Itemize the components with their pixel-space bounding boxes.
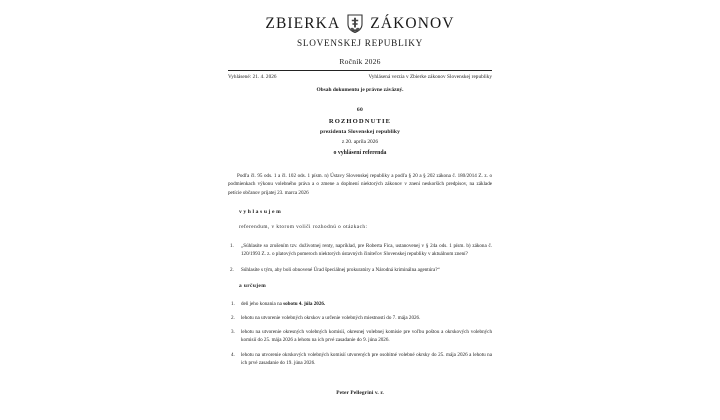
binding-note: Obsah dokumentu je právne záväzný. (316, 87, 404, 93)
list-item (228, 314, 492, 322)
referendum-questions-list (228, 242, 492, 274)
masthead (228, 0, 492, 66)
term-text: lehotu na utvorenie okrskových volebných komisií utvorených pre osobitné volebné okrsky do 25. mája 2026 a lehotu na ich prvé zasadanie do 19. júna 2026. (241, 351, 492, 366)
decision-number: 60 (356, 107, 364, 113)
gazette-title-word-right: ZÁKONOV (370, 14, 455, 32)
publication-meta (228, 74, 492, 80)
term-text: deň jeho konania na (241, 300, 284, 307)
gazette-title-word-left: ZBIERKA (265, 14, 341, 32)
version-note: Vyhlásená verzia v Zbierke zákonov Slovenskej republiky (368, 74, 492, 80)
decision-subject: o vyhlásení referenda (333, 150, 387, 156)
term-text: lehotu na utvorenie okresných volebných komisií, okresnej volebnej komisie pre voľbu poštou a okrskových volebných komisií do 25. mája 2026 a lehotu na ich prvé zasadanie do 9. júna 2026. (241, 329, 492, 344)
preamble-paragraph: Podľa čl. 95 ods. 1 a čl. 102 ods. 1 písm. n) Ústavy Slovenskej republiky a podľa § 20 a § 202 zákona č. 180/2014 Z. z. o podmienkach výkonu volebného práva a o zmene a doplnení niektorých zákonov v znení neskorších predpisov, na základe petície občanov prijatej 23. marca 2026 (228, 173, 492, 196)
question-text: Súhlasíte s tým, aby boli obnovené Úrad špeciálnej prokuratúry a Národná kriminálna agentúra?“ (241, 266, 440, 273)
slovak-coat-of-arms-icon (347, 14, 363, 33)
question-text: „Súhlasíte so zrušením tzv. doživotnej renty, napríklad, pre Roberta Fica, ustanovenej v § 24a ods. 1 písm. b) zákona č. 120/1993 Z. z. o platových pomeroch niektorých ústavných činiteľov Slovenskej republiky v aktuálnom znení? (241, 243, 492, 258)
gazette-year: Ročník 2026 (339, 57, 381, 66)
signature-line: Peter Pellegrini v. r. (336, 390, 384, 397)
masthead-divider (228, 70, 492, 71)
list-item (228, 300, 492, 308)
question-number: 2. (230, 266, 234, 273)
declare-object: referendum, v ktorom voliči rozhodnú o otázkach: (239, 223, 368, 230)
list-item (228, 351, 492, 368)
document-page (228, 0, 492, 420)
term-emphasis: sobotu 4. júla 2026. (283, 300, 326, 307)
term-text: lehotu na utvorenie volebných okrskov a určenie volebných miestností do 7. mája 2026. (241, 314, 421, 321)
decision-heading (228, 107, 492, 156)
published-date: Vyhlásené: 21. 4. 2026 (228, 74, 277, 80)
list-item (228, 266, 492, 274)
list-item (228, 328, 492, 345)
decision-date: z 20. apríla 2026 (341, 139, 379, 145)
gazette-subtitle: SLOVENSKEJ REPUBLIKY (296, 38, 424, 48)
declare-verb: vyhlasujem (239, 208, 283, 215)
referendum-terms-list (228, 300, 492, 368)
document-body (228, 172, 492, 398)
term-number: 3. (231, 329, 235, 336)
term-number: 1. (231, 300, 235, 307)
term-number: 4. (231, 351, 235, 358)
decision-kind: ROZHODNUTIE (328, 118, 392, 125)
question-number: 1. (230, 243, 234, 250)
determine-verb: a určujem (239, 282, 267, 289)
decision-issuer: prezidenta Slovenskej republiky (320, 129, 400, 135)
gazette-title (228, 14, 492, 33)
list-item (228, 242, 492, 259)
term-number: 2. (231, 314, 235, 321)
